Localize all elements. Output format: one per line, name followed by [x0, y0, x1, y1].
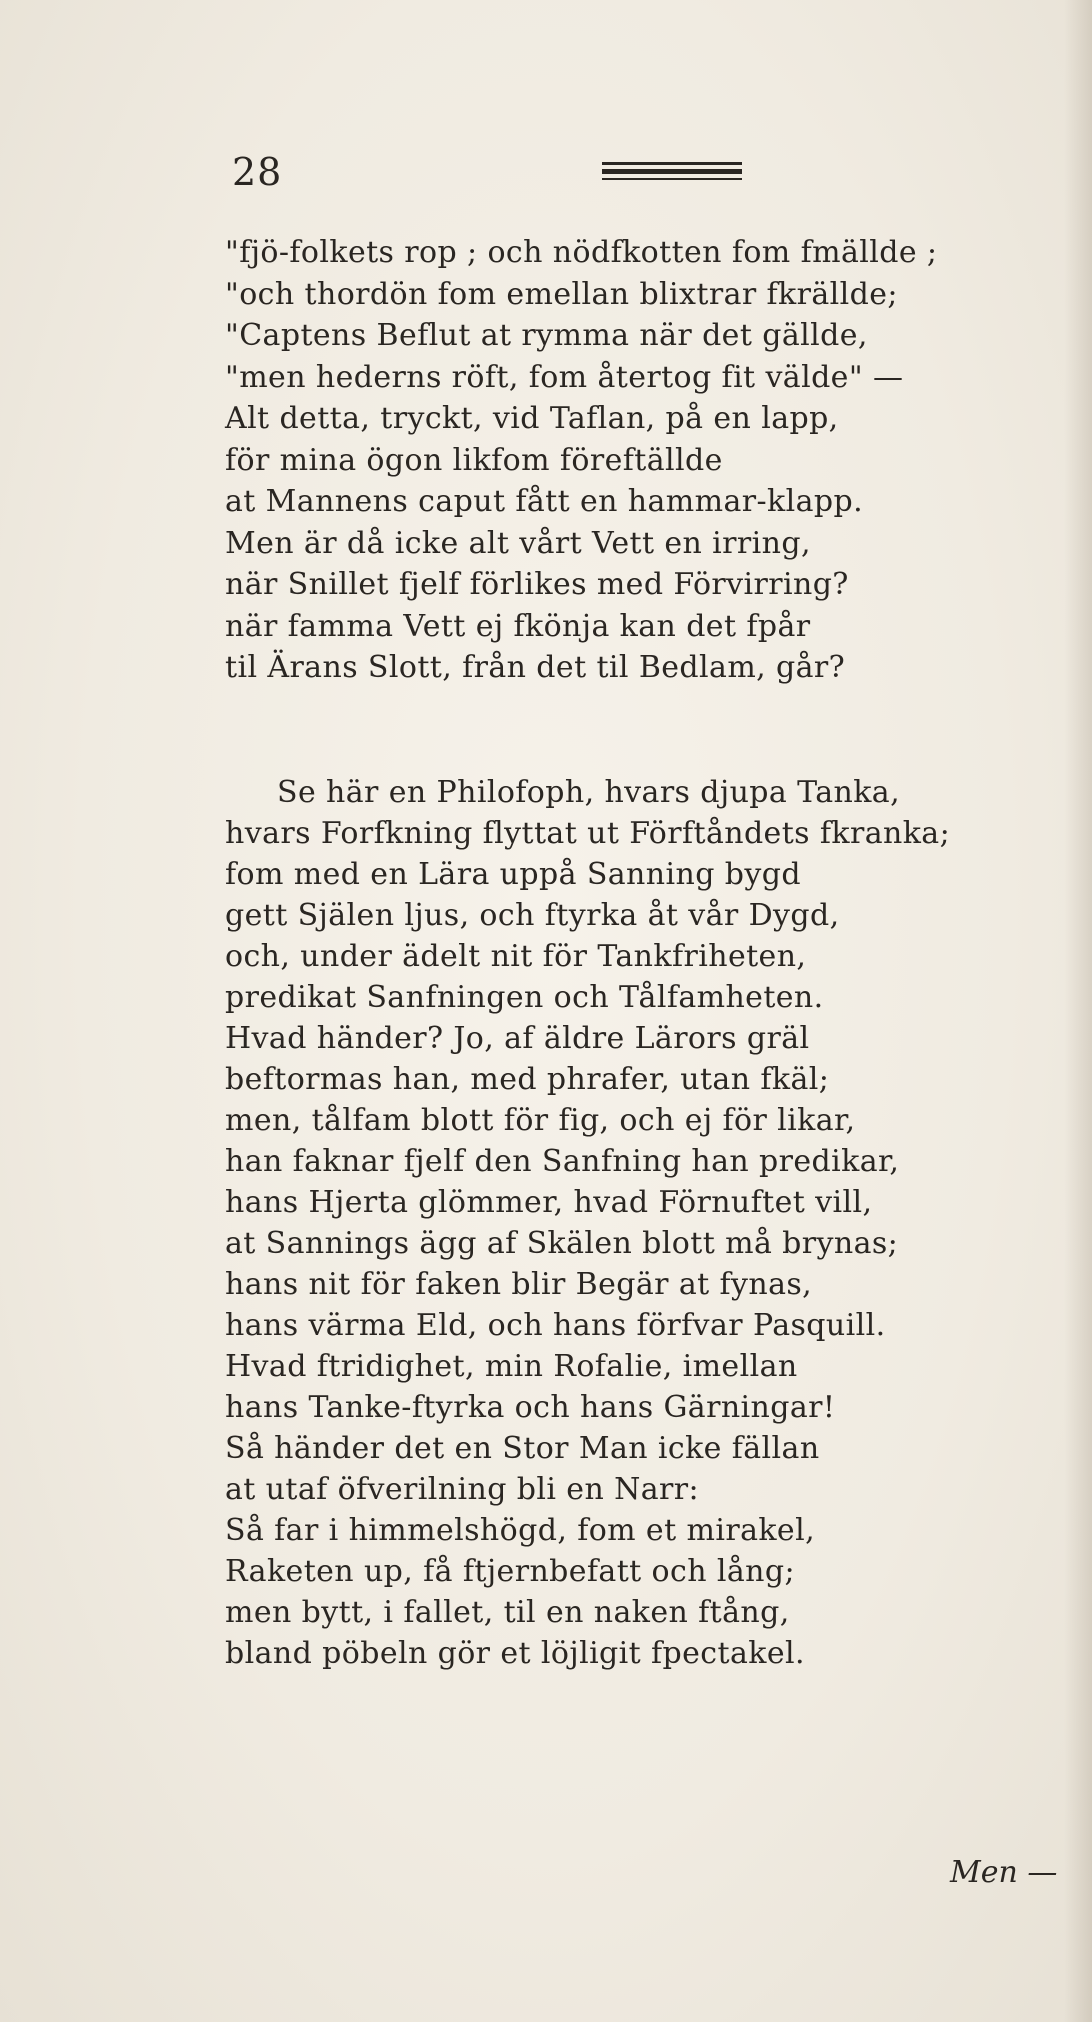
- stanza-2: [225, 772, 1015, 1674]
- page-header: [232, 152, 752, 192]
- page-number: 28: [232, 150, 283, 194]
- verse-line: Så händer det en Stor Man icke fällan: [225, 1431, 820, 1466]
- catchword: Men —: [950, 1855, 1058, 1890]
- verse-line: at Mannens caput fått en hammar-klapp.: [225, 484, 864, 519]
- verse-line: men bytt, i fallet, til en naken ftång,: [225, 1595, 790, 1630]
- header-rule-thin: [602, 178, 742, 180]
- stanza-1: [225, 232, 1015, 689]
- verse-line: men, tålfam blott för fig, och ej för likar,: [225, 1103, 856, 1138]
- verse-line: Se här en Philofoph, hvars djupa Tanka,: [277, 775, 901, 810]
- verse-line: Alt detta, tryckt, vid Taflan, på en lapp,: [225, 401, 839, 436]
- verse-line: Raketen up, få ftjernbefatt och lång;: [225, 1554, 795, 1589]
- verse-line: at Sannings ägg af Skälen blott må brynas;: [225, 1226, 899, 1261]
- verse-line: fom med en Lära uppå Sanning bygd: [225, 857, 801, 892]
- verse-line: hans Hjerta glömmer, hvad Förnuftet vill,: [225, 1185, 873, 1220]
- verse-line: hans Tanke-ftyrka och hans Gärningar!: [225, 1390, 836, 1425]
- verse-line: "men hederns röft, fom återtog fit välde" —: [225, 359, 904, 395]
- verse-line: gett Själen ljus, och ftyrka åt vår Dygd,: [225, 898, 840, 933]
- verse-line: "Captens Beflut at rymma när det gällde,: [225, 318, 868, 353]
- verse-line: beftormas han, med phrafer, utan fkäl;: [225, 1062, 830, 1097]
- verse-line: hvars Forfkning flyttat ut Förftåndets fkranka;: [225, 816, 951, 851]
- verse-line: för mina ögon likfom föreftällde: [225, 442, 723, 478]
- verse-line: Hvad händer? Jo, af äldre Lärors gräl: [225, 1021, 810, 1056]
- verse-line: Hvad ftridighet, min Rofalie, imellan: [225, 1349, 798, 1384]
- header-rule-thin: [602, 162, 742, 165]
- verse-line: han faknar fjelf den Sanfning han predikar,: [225, 1144, 900, 1179]
- verse-line: hans värma Eld, och hans förfvar Pasquill.: [225, 1308, 886, 1343]
- verse-line: predikat Sanfningen och Tålfamheten.: [225, 980, 824, 1015]
- verse-line: och, under ädelt nit för Tankfriheten,: [225, 939, 807, 974]
- verse-line: "fjö-folkets rop ; och nödfkotten fom fmällde ;: [225, 235, 938, 270]
- verse-line: "och thordön fom emellan blixtrar fkrällde;: [225, 276, 898, 312]
- verse-line: Så far i himmelshögd, fom et mirakel,: [225, 1513, 816, 1548]
- verse-line: när Snillet fjelf förlikes med Förvirring?: [225, 567, 849, 602]
- verse-line: til Ärans Slott, från det til Bedlam, går?: [225, 650, 846, 685]
- verse-line: at utaf öfverilning bli en Narr:: [225, 1472, 700, 1507]
- verse-line: när famma Vett ej fkönja kan det fpår: [225, 608, 811, 644]
- verse-line: hans nit för faken blir Begär at fynas,: [225, 1267, 813, 1302]
- page-edge-shadow: [1064, 0, 1092, 2022]
- verse-line: bland pöbeln gör et löjligit fpectakel.: [225, 1636, 805, 1671]
- verse-line: Men är då icke alt vårt Vett en irring,: [225, 525, 811, 561]
- header-rule-thick: [602, 169, 742, 174]
